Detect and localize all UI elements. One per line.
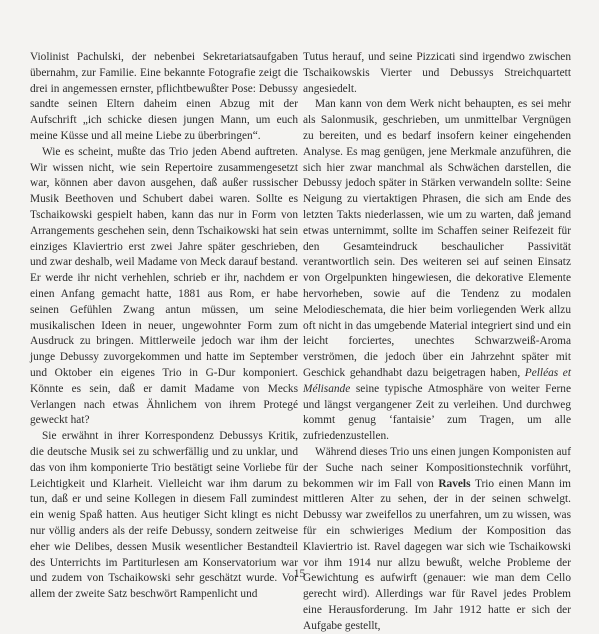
paragraph: Wie es scheint, mußte das Trio jeden Abend auftreten. Wir wissen nicht, wie sein Repertoire zusammengesetzt war, können aber davon ausgehen, daß außer russischer Musik Beethoven und Schubert dabei waren. Sollte es Tschaikowski gespielt haben, kann das nur in Form von Arrangements geschehen sein, denn Tschaikowski hat sein einziges Klaviertrio erst zwei Jahre später geschrieben, und zwar deshalb, weil Madame von Meck darauf bestand. Er werde ihr nicht verhehlen, schrieb er ihr, nachdem er einen Anfang gemacht hatte, 1881 aus Rom, er habe seinen Gefühlen Zwang antun müssen, um seine musikalischen Ideen in neuer, ungewohnter Form zum Ausdruck zu bringen. Mittlerweile jedoch war ihm der junge Debussy zuvorgekommen und hatte im September und Oktober ein eigenes Trio in G-Dur komponiert. Könnte es sein, daß er damit Madame von Mecks Verlangen nach etwas Ähnlichem von ihrem Protegé geweckt hat? [30, 145, 298, 427]
paragraph-text: Trio einen Mann im mittleren Alter zu sehen, der in der seinen schwelgt. Debussy war zweifellos zu unerfahren, um zu wissen, was für ein schwieriges Medium der Komposition das Klaviertrio ist. Ravel dagegen war sich wie Tschaikowski vor ihm 1914 nur allzu bewußt, welche Probleme der Gewichtung es aufwirft (genauer: wie man dem Cello gerecht wird). Allerdings war für Ravel jedes Problem eine Herausforderung. Im Jahr 1912 hatte er sich der Aufgabe gestellt, [303, 477, 571, 632]
composer-name: Ravels [438, 477, 471, 490]
work-title: Pelléas et Mélisande [303, 366, 571, 395]
right-column [303, 50, 571, 634]
paragraph: Sie erwähnt in ihrer Korrespondenz Debussys Kritik, die deutsche Musik sei zu schwerfällig und zu unklar, und das von ihm komponierte Trio bestätigt seine Vorliebe für Leichtigkeit und Klarheit. Vielleicht war ihm darum zu tun, daß er und seine Kollegen in diesem Fall zumindest ein wenig Spaß hatten. Aus heutiger Sicht klingt es nicht nur völlig anders als der reife Debussy, sondern zeitweise eher wie Delibes, dessen Musik wesentlicher Bestandteil des Unterrichts im Partiturlesen am Konservatorium war und zudem von Tschaikowski sehr geschätzt wurde. Vor allem der zweite Satz beschwört Rampenlicht und [30, 430, 298, 601]
page-number: 15 [293, 568, 306, 580]
paragraph-text: seine typische Atmosphäre von weiter Ferne und längst vergangener Zeit zu verleihen. Und durchweg kommt genug ‘fantaisie’ zum Tragen, um alle zufriedenzustellen. [303, 382, 571, 443]
paragraph-text: Man kann von dem Werk nicht behaupten, es sei mehr als Salonmusik, geschrieben, um unmittelbar Vergnügen zu bereiten, und es bedarf insofern keiner eingehenden Analyse. Es mag genügen, jene Merkmale anzuführen, die sich hier zwar manchmal als Schwächen darstellen, die Debussy jedoch später in Stärken verwandeln sollte: Seine Neigung zu viertaktigen Phrasen, die sich am Ende des letzten Takts niederlassen, wie um zu warten, daß jemand etwas unternimmt, sollte im Schaffen seiner Reifezeit für den Gesamteindruck beschaulicher Passivität verantwortlich sein. Des weiteren sei auf seinen Einsatz von Orgelpunkten hingewiesen, die dekorative Elemente hervorheben, sowie auf die Tendenz zu modalen Melodieschemata, die hier beim vorliegenden Werk allzu oft nicht in das umgebende Material integriert sind und ein leicht forciertes, unechtes Schwarzweiß-Aroma verströmen, die jedoch über ein Jahrzehnt später mit Geschick gehandhabt dazu beigetragen haben, [303, 98, 571, 379]
paragraph [303, 445, 571, 634]
left-column [30, 50, 298, 603]
paragraph [303, 97, 571, 445]
paragraph-text: Während dieses Trio uns einen jungen Komponisten auf der Suche nach seiner Kompositionstechnik vorführt, bekommen wir im Fall von [303, 445, 571, 490]
paragraph: Tutus herauf, und seine Pizzicati sind irgendwo zwischen Tschaikowskis Vierter und Debussys Streichquartett angesiedelt. [303, 51, 571, 95]
paragraph: Violinist Pachulski, der nebenbei Sekretariatsaufgaben übernahm, zur Familie. Eine bekannte Fotografie zeigt die drei in angemessen ernster, pflichtbewußter Pose: Debussy sandte seinen Eltern daheim einen Abzug mit der Aufschrift „ich schicke diesen jungen Mann, um euch meine Küsse und all meine Liebe zu überbringen“. [30, 51, 298, 142]
